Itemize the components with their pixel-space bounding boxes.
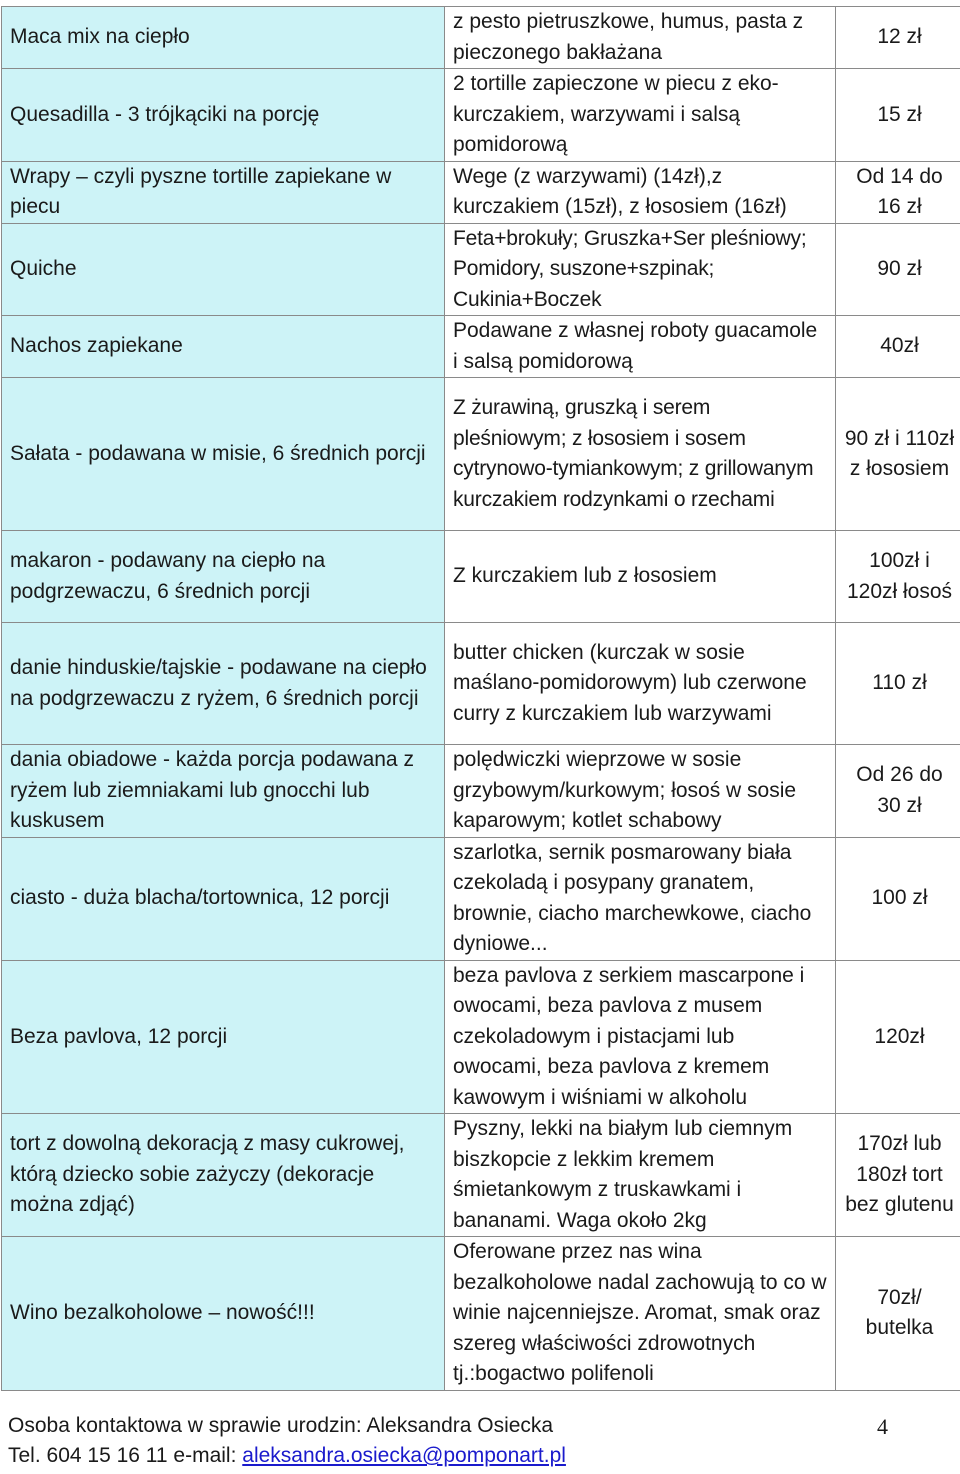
item-price: 170zł lub 180zł tort bez glutenu	[836, 1114, 960, 1237]
item-name: Beza pavlova, 12 porcji	[2, 960, 445, 1114]
item-description: butter chicken (kurczak w sosie maślano-pomidorowym) lub czerwone curry z kurczakiem lub warzywami	[445, 623, 836, 745]
table-row	[2, 316, 960, 378]
item-description: Podawane z własnej roboty guacamole i salsą pomidorową	[445, 316, 836, 378]
email-link[interactable]: aleksandra.osiecka@pomponart.pl	[242, 1444, 566, 1467]
item-description: Z żurawiną, gruszką i serem pleśniowym; z łososiem i sosem cytrynowo-tymiankowym; z grillowanym kurczakiem rodzynkami o rzechami	[445, 378, 836, 531]
table-row	[2, 161, 960, 223]
item-name: danie hinduskie/tajskie - podawane na ciepło na podgrzewaczu z ryżem, 6 średnich porcji	[2, 623, 445, 745]
item-price: 90 zł	[836, 223, 960, 316]
table-row	[2, 7, 960, 69]
item-price: 90 zł i 110zł z łososiem	[836, 378, 960, 531]
item-price: Od 26 do 30 zł	[836, 745, 960, 838]
item-price: 120zł	[836, 960, 960, 1114]
contact-details-line	[8, 1444, 566, 1468]
item-name: Wino bezalkoholowe – nowość!!!	[2, 1237, 445, 1391]
item-name: Wrapy – czyli pyszne tortille zapiekane w piecu	[2, 161, 445, 223]
item-description: z pesto pietruszkowe, humus, pasta z pieczonego bakłażana	[445, 7, 836, 69]
item-price: 12 zł	[836, 7, 960, 69]
item-description: polędwiczki wieprzowe w sosie grzybowym/kurkowym; łosoś w sosie kaparowym; kotlet schabowy	[445, 745, 836, 838]
table-row	[2, 223, 960, 316]
item-price: 40zł	[836, 316, 960, 378]
item-price: 100zł i 120zł łosoś	[836, 531, 960, 623]
item-price: 110 zł	[836, 623, 960, 745]
item-name: makaron - podawany na ciepło na podgrzewaczu, 6 średnich porcji	[2, 531, 445, 623]
item-description: Wege (z warzywami) (14zł),z kurczakiem (15zł), z łososiem (16zł)	[445, 161, 836, 223]
table-row	[2, 745, 960, 838]
contact-person-line: Osoba kontaktowa w sprawie urodzin: Aleksandra Osiecka	[8, 1414, 554, 1437]
item-name: Nachos zapiekane	[2, 316, 445, 378]
table-row	[2, 378, 960, 531]
table-row	[2, 1237, 960, 1391]
item-name: ciasto - duża blacha/tortownica, 12 porcji	[2, 837, 445, 960]
table-row	[2, 531, 960, 623]
table-row	[2, 1114, 960, 1237]
table-row	[2, 69, 960, 162]
item-name: Quiche	[2, 223, 445, 316]
table-row	[2, 960, 960, 1114]
item-price: 15 zł	[836, 69, 960, 162]
item-description: Oferowane przez nas wina bezalkoholowe nadal zachowują to co w winie najcenniejsze. Aromat, smak oraz szereg właściwości zdrowotnych tj.:bogactwo polifenoli	[445, 1237, 836, 1391]
item-description: szarlotka, sernik posmarowany biała czekoladą i posypany granatem, brownie, ciacho marchewkowe, ciacho dyniowe...	[445, 837, 836, 960]
phone-text: Tel. 604 15 16 11 e-mail:	[8, 1444, 243, 1467]
item-price: 70zł/ butelka	[836, 1237, 960, 1391]
item-price: 100 zł	[836, 837, 960, 960]
item-description: beza pavlova z serkiem mascarpone i owocami, beza pavlova z musem czekoladowym i pistacjami lub owocami, beza pavlova z kremem kawowym i wiśniami w alkoholu	[445, 960, 836, 1114]
item-description: 2 tortille zapieczone w piecu z eko-kurczakiem, warzywami i salsą pomidorową	[445, 69, 836, 162]
item-description: Z kurczakiem lub z łososiem	[445, 531, 836, 623]
item-description: Feta+brokuły; Gruszka+Ser pleśniowy; Pomidory, suszone+szpinak; Cukinia+Boczek	[445, 223, 836, 316]
item-name: Sałata - podawana w misie, 6 średnich porcji	[2, 378, 445, 531]
table-row	[2, 623, 960, 745]
item-name: Quesadilla - 3 trójkąciki na porcję	[2, 69, 445, 162]
item-price: Od 14 do 16 zł	[836, 161, 960, 223]
menu-table	[1, 6, 960, 1391]
table-row	[2, 837, 960, 960]
item-name: Maca mix na ciepło	[2, 7, 445, 69]
item-description: Pyszny, lekki na białym lub ciemnym biszkopcie z lekkim kremem śmietankowym z truskawkami i bananami. Waga około 2kg	[445, 1114, 836, 1237]
item-name: tort z dowolną dekoracją z masy cukrowej, którą dziecko sobie zażyczy (dekoracje można zdjąć)	[2, 1114, 445, 1237]
item-name: dania obiadowe - każda porcja podawana z ryżem lub ziemniakami lub gnocchi lub kuskusem	[2, 745, 445, 838]
page-number: 4	[877, 1414, 888, 1439]
